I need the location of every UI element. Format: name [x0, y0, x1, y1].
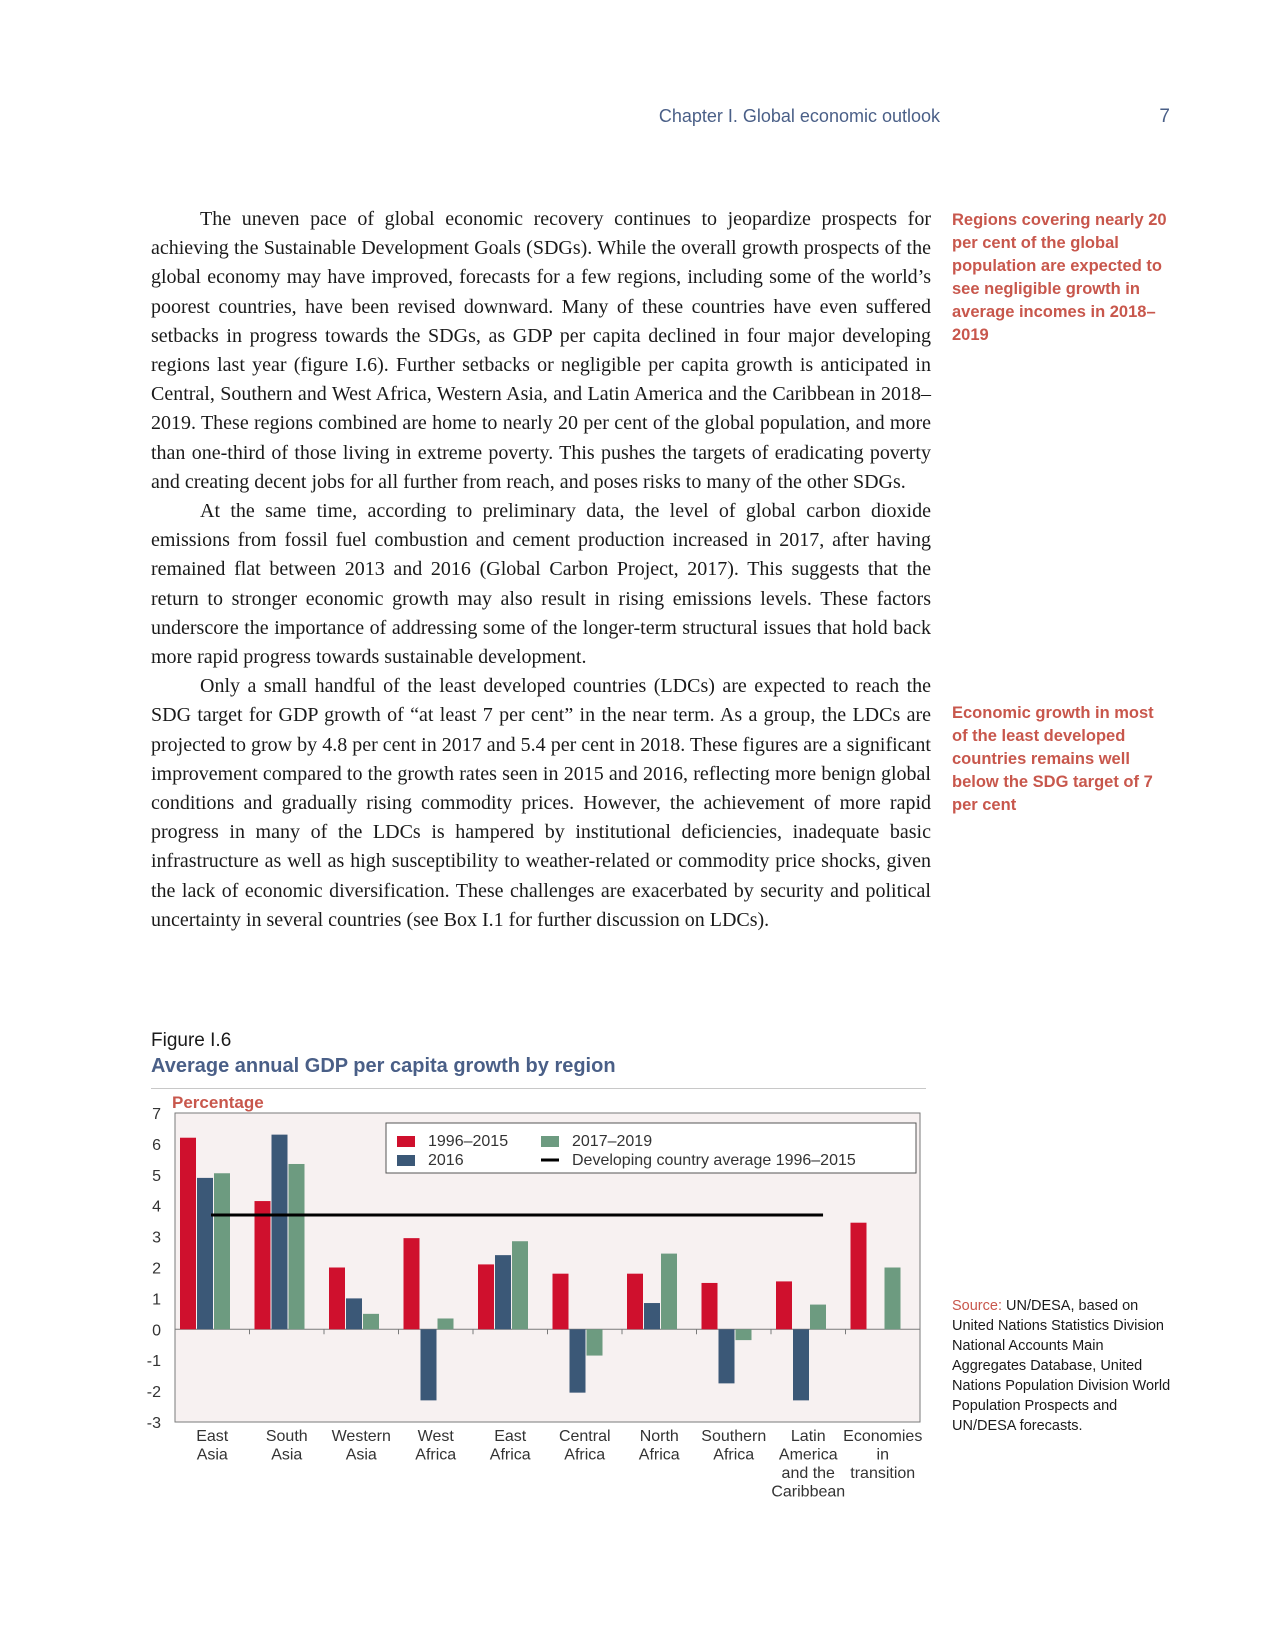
- x-tick-label: Africa: [564, 1446, 606, 1464]
- y-tick-label: 7: [152, 1106, 161, 1123]
- source-label: Source:: [952, 1298, 1002, 1314]
- y-axis-unit-label: Percentage: [172, 1093, 264, 1112]
- x-tick-label: Economies: [843, 1428, 923, 1445]
- margin-note-ldc-growth: Economic growth in most of the least developed countries remains well below the SDG target of 7 per cent: [952, 704, 1154, 814]
- bar: [272, 1135, 288, 1330]
- x-tick-label: East: [494, 1428, 527, 1445]
- bar: [404, 1238, 420, 1329]
- bar: [495, 1255, 511, 1329]
- legend-label: Developing country average 1996–2015: [572, 1152, 856, 1169]
- bar: [851, 1223, 867, 1330]
- x-tick-label: Africa: [638, 1446, 680, 1464]
- bar: [810, 1305, 826, 1330]
- y-tick-label: 5: [152, 1167, 161, 1185]
- legend-label: 2016: [428, 1152, 464, 1169]
- x-tick-label: and the: [781, 1465, 835, 1482]
- bar: [478, 1264, 494, 1329]
- y-tick-label: 2: [152, 1260, 161, 1278]
- x-tick-label: South: [265, 1428, 308, 1445]
- figure-title: Average annual GDP per capita growth by region: [151, 1055, 616, 1077]
- paragraph-3: Only a small handful of the least developed countries (LDCs) are expected to reach the SDG target for GDP growth of “at least 7 per cent” in the near term. As a group, the LDCs are projected to grow by 4.8 per cent in 2017 and 5.4 per cent in 2018. These figures are a significant improvement compared to the growth rates seen in 2015 and 2016, reflecting more benign global conditions and gradually rising commodity prices. However, the achievement of more rapid progress in many of the LDCs is hampered by institutional deficiencies, inadequate basic infrastructure as well as high susceptibility to weather-related or commodity price shocks, given the lack of economic diversification. These challenges are exacerbated by security and political uncertainty in several countries (see Box I.1 for further discussion on LDCs).: [151, 675, 931, 931]
- x-tick-label: Asia: [271, 1446, 303, 1464]
- y-tick-label: 6: [152, 1136, 161, 1154]
- bar: [255, 1201, 271, 1329]
- bar: [587, 1329, 603, 1355]
- x-tick-label: Southern: [701, 1428, 767, 1445]
- margin-note-population: Regions covering nearly 20 per cent of the global population are expected to see negligible growth in average incomes in 2018–2019: [952, 211, 1167, 344]
- x-tick-label: transition: [850, 1465, 916, 1482]
- legend-swatch: [397, 1155, 415, 1166]
- bar: [512, 1241, 528, 1329]
- bar: [661, 1254, 677, 1330]
- x-tick-label: North: [639, 1428, 679, 1445]
- y-tick-label: 1: [152, 1291, 161, 1309]
- y-tick-label: -1: [146, 1353, 161, 1371]
- bar: [180, 1138, 196, 1330]
- bar: [793, 1329, 809, 1400]
- x-tick-label: Africa: [415, 1446, 457, 1464]
- legend-label: 2017–2019: [572, 1133, 653, 1150]
- bar: [553, 1274, 569, 1330]
- bar: [363, 1314, 379, 1329]
- x-tick-label: America: [778, 1446, 838, 1464]
- bar: [289, 1164, 305, 1329]
- x-tick-label: Asia: [196, 1446, 228, 1464]
- bar: [702, 1283, 718, 1329]
- bar: [421, 1329, 437, 1400]
- bar: [214, 1173, 230, 1329]
- bar: [438, 1318, 454, 1329]
- y-tick-label: 4: [152, 1198, 161, 1216]
- legend-label: 1996–2015: [428, 1133, 509, 1150]
- x-tick-label: Africa: [713, 1446, 755, 1464]
- x-tick-label: in: [876, 1446, 889, 1464]
- y-tick-label: -3: [146, 1415, 161, 1432]
- x-tick-label: Latin: [790, 1428, 826, 1445]
- x-tick-label: Western: [331, 1428, 391, 1445]
- bar: [627, 1274, 643, 1330]
- y-tick-label: -2: [146, 1384, 161, 1402]
- bar: [736, 1329, 752, 1340]
- bar: [644, 1303, 660, 1329]
- x-tick-label: Caribbean: [771, 1483, 846, 1501]
- x-tick-label: East: [196, 1428, 229, 1445]
- source-text: UN/DESA, based on United Nations Statistics Division National Accounts Main Aggregates Database, United Nations Population Division World Population Prospects and UN/DESA forecasts.: [952, 1298, 1171, 1434]
- bar: [776, 1281, 792, 1329]
- bar: [719, 1329, 735, 1383]
- y-tick-label: 0: [152, 1322, 161, 1340]
- paragraph-2: At the same time, according to preliminary data, the level of global carbon dioxide emissions from fossil fuel combustion and cement production increased in 2017, after having remained flat between 2013 and 2016 (Global Carbon Project, 2017). This suggests that the return to stronger economic growth may also result in rising emissions levels. These factors underscore the importance of addressing some of the longer-term structural issues that hold back more rapid progress towards sustainable development.: [151, 500, 931, 669]
- bar: [346, 1298, 362, 1329]
- bar: [197, 1178, 213, 1329]
- bar: [885, 1268, 901, 1330]
- chapter-header: Chapter I. Global economic outlook: [658, 106, 940, 126]
- paragraph-1: The uneven pace of global economic recovery continues to jeopardize prospects for achieving the Sustainable Development Goals (SDGs). While the overall growth prospects of the global economy may have improved, forecasts for a few regions, including some of the world’s poorest countries, have been revised downward. Many of these countries have even suffered setbacks in progress towards the SDGs, as GDP per capita declined in four major developing regions last year (figure I.6). Further setbacks or negligible per capita growth is anticipated in Central, Southern and West Africa, Western Asia, and Latin America and the Caribbean in 2018–2019. These regions combined are home to nearly 20 per cent of the global population, and more than one-third of those living in extreme poverty. This pushes the targets of eradicating poverty and creating decent jobs for all further from reach, and poses risks to many of the other SDGs.: [151, 208, 931, 493]
- figure-label: Figure I.6: [151, 1030, 232, 1051]
- legend-swatch: [397, 1136, 415, 1147]
- bar: [329, 1268, 345, 1330]
- x-tick-label: West: [417, 1428, 454, 1445]
- x-tick-label: Central: [558, 1428, 611, 1445]
- x-tick-label: Asia: [345, 1446, 377, 1464]
- legend-swatch: [541, 1136, 559, 1147]
- page-number: 7: [1159, 106, 1170, 127]
- x-tick-label: Africa: [489, 1446, 531, 1464]
- bar: [570, 1329, 586, 1392]
- y-tick-label: 3: [152, 1229, 161, 1247]
